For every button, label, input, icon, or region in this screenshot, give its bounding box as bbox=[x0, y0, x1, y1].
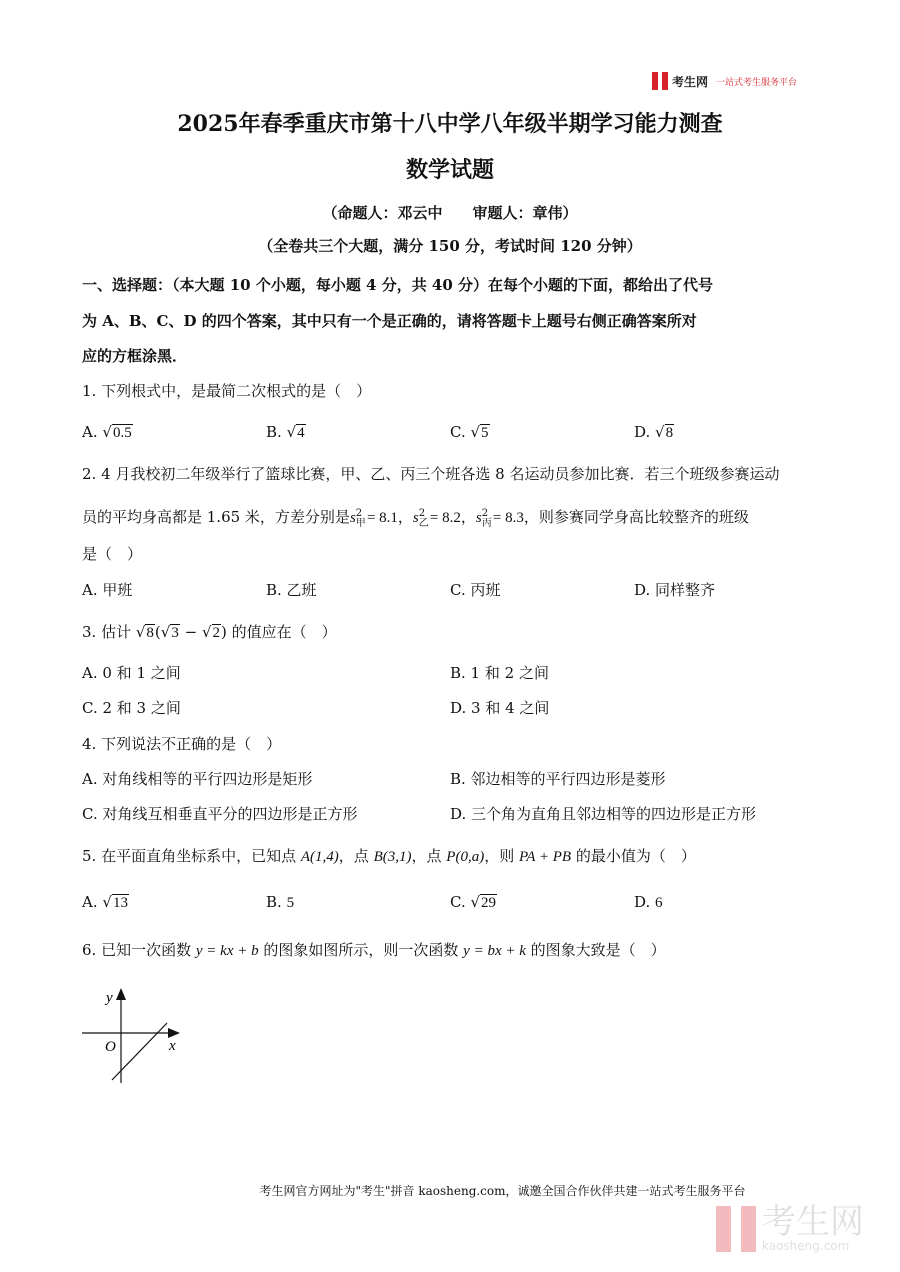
q3-stem: 3. 估计 √8(√3 − √2) 的值应在（ ） bbox=[82, 623, 337, 641]
q2-stem-3: 是（ ） bbox=[82, 545, 143, 563]
watermark-domain: kaosheng.com bbox=[762, 1239, 850, 1253]
q4-option-d: D. 三个角为直角且邻边相等的四边形是正方形 bbox=[450, 805, 757, 823]
q1-option-c: C. √5 bbox=[450, 423, 489, 441]
q4-stem: 4. 下列说法不正确的是（ ） bbox=[82, 735, 282, 753]
q5-option-b: B. 5 bbox=[266, 893, 295, 911]
watermark-name: 考生网 bbox=[762, 1202, 864, 1242]
q5-option-c: C. √29 bbox=[450, 893, 497, 911]
logo-mark-icon bbox=[652, 72, 668, 90]
kaosheng-logo bbox=[652, 72, 797, 90]
q3-option-a: A. 0 和 1 之间 bbox=[82, 664, 181, 682]
exam-note: （全卷共三个大题，满分 150 分，考试时间 120 分钟） bbox=[258, 237, 642, 255]
q5-option-a: A. √13 bbox=[82, 893, 128, 911]
section-heading-3: 应的方框涂黑． bbox=[82, 347, 188, 365]
origin-label: O bbox=[105, 1039, 116, 1055]
x-axis-label: x bbox=[169, 1038, 176, 1054]
q5-stem: 5. 在平面直角坐标系中，已知点 A(1,4)，点 B(3,1)，点 P(0,a)，则 PA + PB 的最小值为（ ） bbox=[82, 847, 696, 865]
q4-option-b: B. 邻边相等的平行四边形是菱形 bbox=[450, 770, 666, 788]
q2-option-a: A. 甲班 bbox=[82, 581, 133, 599]
section-heading: 一、选择题：（本大题 10 个小题，每小题 4 分，共 40 分）在每个小题的下面，都给出了代号 bbox=[82, 276, 714, 294]
q4-option-a: A. 对角线相等的平行四边形是矩形 bbox=[82, 770, 313, 788]
watermark-logo-icon bbox=[716, 1206, 756, 1252]
logo-slogan: 一站式考生服务平台 bbox=[716, 77, 798, 88]
q1-option-a: A. √0.5 bbox=[82, 423, 132, 441]
q3-option-b: B. 1 和 2 之间 bbox=[450, 664, 549, 682]
q2-option-c: C. 丙班 bbox=[450, 581, 501, 599]
q1-stem: 1. 下列根式中，是最简二次根式的是（ ） bbox=[82, 382, 372, 400]
footer-text: 考生网官方网址为"考生"拼音 kaosheng.com，诚邀全国合作伙伴共建一站式考生服务平台 bbox=[259, 1184, 746, 1198]
q2-stem-1: 2. 4 月我校初二年级举行了篮球比赛，甲、乙、丙三个班各选 8 名运动员参加比赛．若三个班级参赛运动 bbox=[82, 465, 780, 483]
doc-subtitle: 数学试题 bbox=[405, 157, 494, 183]
q5-option-d: D. 6 bbox=[634, 893, 663, 911]
doc-title: 2025年春季重庆市第十八中学八年级半期学习能力测查 bbox=[177, 111, 723, 137]
y-axis-label: y bbox=[106, 990, 113, 1006]
q2-option-b: B. 乙班 bbox=[266, 581, 317, 599]
q2-option-d: D. 同样整齐 bbox=[634, 581, 716, 599]
q1-option-b: B. √4 bbox=[266, 423, 305, 441]
q3-option-d: D. 3 和 4 之间 bbox=[450, 699, 550, 717]
q4-option-c: C. 对角线互相垂直平分的四边形是正方形 bbox=[82, 805, 358, 823]
q1-option-d: D. √8 bbox=[634, 423, 674, 441]
q3-option-c: C. 2 和 3 之间 bbox=[82, 699, 181, 717]
q6-stem: 6. 已知一次函数 y = kx + b 的图象如图所示，则一次函数 y = bx + k 的图象大致是（ ） bbox=[82, 941, 666, 959]
section-heading-2: 为 A、B、C、D 的四个答案，其中只有一个是正确的，请将答题卡上题号右侧正确答案所对 bbox=[82, 312, 697, 330]
watermark bbox=[716, 1202, 864, 1253]
q6-graph bbox=[70, 970, 270, 1100]
authors: （命题人：邓云中 审题人：章伟） bbox=[322, 204, 578, 222]
logo-name: 考生网 bbox=[672, 74, 709, 89]
q2-stem-2: 员的平均身高都是 1.65 米，方差分别是$s_甲^2 = 8.1$，$s_乙^2 = 8.2$，$s_丙^2 = 8.3$，则参赛同学身高比较整齐的班级 bbox=[82, 508, 749, 529]
